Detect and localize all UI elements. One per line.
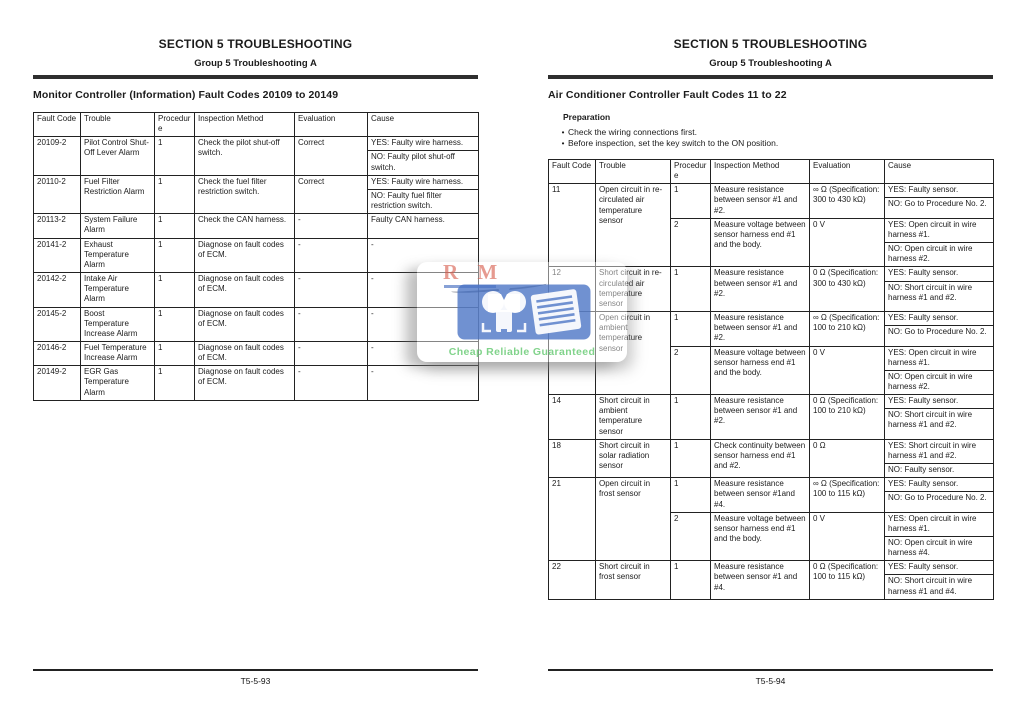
trouble-cell: Exhaust Temperature Alarm [81,238,155,272]
fault-row-20149-2 [34,366,479,400]
inspection-method-cell: Measure resistance between sensor #1 and #2. [711,184,810,218]
inspection-method-cell: Measure resistance between sensor #1 and #4. [711,561,810,599]
cause-text: YES: Faulty sensor. [885,184,993,198]
monitor-fault-table [33,112,479,401]
cause-cell [885,267,994,312]
cause-text: NO: Faulty sensor. [888,465,955,475]
trouble-cell: Short circuit in frost sensor [596,561,671,599]
procedure-cell: 1 [155,238,195,272]
table-body [549,184,994,599]
page-number: T5-5-94 [755,676,786,686]
procedure-cell: 2 [671,218,711,267]
group-header: Group 5 Troubleshooting A [194,58,317,69]
aircon-fault-table [548,159,994,600]
trouble-cell: Fuel Temperature Increase Alarm [81,341,155,365]
evaluation-cell: - [295,366,368,400]
page-title: Air Conditioner Controller Fault Codes 11 to 22 [548,89,787,101]
fault-row-22 [549,561,994,599]
cause-cell [885,439,994,477]
procedure-cell: 1 [155,137,195,175]
procedure-cell: 1 [155,307,195,341]
fault-code-cell: 14 [549,395,596,440]
inspection-method-cell: Diagnose on fault codes of ECM. [195,341,295,365]
group-header: Group 5 Troubleshooting A [709,58,832,69]
fault-code-cell: 21 [549,478,596,561]
column-header: Fault Code [34,113,81,137]
table-header-row [34,113,479,137]
evaluation-cell: 0 Ω (Specification: 100 to 210 kΩ) [810,395,885,440]
evaluation-cell: - [295,238,368,272]
fault-row-20141-2 [34,238,479,272]
inspection-method-cell: Diagnose on fault codes of ECM. [195,307,295,341]
evaluation-cell: - [295,341,368,365]
manual-page-left [33,0,478,722]
inspection-method-cell: Measure voltage between sensor harness end #1 and the body. [711,218,810,267]
fault-row-21 [549,478,994,512]
fault-row-20109-2 [34,137,479,175]
cause-text: YES: Faulty sensor. [885,478,993,492]
procedure-cell: 1 [671,395,711,440]
fault-code-cell: 20113-2 [34,214,81,238]
cause-cell [885,478,994,512]
evaluation-cell: - [295,273,368,307]
cause-text: YES: Faulty sensor. [885,267,993,281]
procedure-cell: 1 [155,341,195,365]
header-double-rule [33,75,478,79]
cause-cell [885,512,994,561]
fault-row-20113-2 [34,214,479,238]
cause-text: NO: Go to Procedure No. 2. [888,327,987,337]
procedure-cell: 1 [671,312,711,346]
cause-text: NO: Faulty fuel filter restriction switch. [371,190,442,211]
cause-cell [885,312,994,346]
fault-row-20110-2 [34,175,479,213]
inspection-method-cell: Diagnose on fault codes of ECM. [195,238,295,272]
procedure-cell: 2 [671,512,711,561]
cause-text: NO: Go to Procedure No. 2. [888,493,987,503]
trouble-cell: Short circuit in re-circulated air temperature sensor [596,267,671,312]
evaluation-cell: 0 Ω [810,439,885,477]
cause-text: YES: Faulty wire harness. [368,137,478,151]
fault-row-14 [549,395,994,440]
procedure-cell: 1 [155,366,195,400]
cause-text: - [371,308,374,318]
footer-rule [548,669,993,671]
trouble-cell: Fuel Filter Restriction Alarm [81,175,155,213]
table-header-row [549,160,994,184]
cause-text: YES: Faulty sensor. [885,561,993,575]
column-header: Cause [885,160,994,184]
cause-text: NO: Short circuit in wire harness #1 and #2. [888,282,973,302]
cause-text: Faulty CAN harness. [371,215,445,225]
trouble-cell: Intake Air Temperature Alarm [81,273,155,307]
cause-text: - [371,367,374,377]
fault-row-20146-2 [34,341,479,365]
cause-cell [885,218,994,267]
wrench-book-logo-icon [457,284,591,340]
column-header: Inspection Method [195,113,295,137]
cause-text: YES: Open circuit in wire harness #1. [885,513,993,537]
evaluation-cell: ∞ Ω (Specification: 100 to 210 kΩ) [810,312,885,346]
procedure-cell: 1 [155,273,195,307]
cause-text: YES: Faulty sensor. [885,312,993,326]
inspection-method-cell: Check the CAN harness. [195,214,295,238]
trouble-cell: Short circuit in ambient temperature sensor [596,395,671,440]
fault-code-cell: 11 [549,184,596,267]
cause-cell [368,214,479,238]
cause-text: NO: Short circuit in wire harness #1 and #4. [888,576,973,596]
cause-text: YES: Open circuit in wire harness #1. [885,219,993,243]
column-header: Procedure [671,160,711,184]
evaluation-cell: Correct [295,137,368,175]
cause-cell [885,395,994,440]
inspection-method-cell: Measure voltage between sensor harness end #1 and the body. [711,512,810,561]
inspection-method-cell: Check continuity between sensor harness end #1 and #2. [711,439,810,477]
evaluation-cell: 0 V [810,346,885,395]
trouble-cell: Short circuit in solar radiation sensor [596,439,671,477]
column-header: Trouble [596,160,671,184]
trouble-cell: Open circuit in ambient temperature sensor [596,312,671,395]
inspection-method-cell: Measure resistance between sensor #1 and #2. [711,267,810,312]
trouble-cell: System Failure Alarm [81,214,155,238]
cause-text: NO: Open circuit in wire harness #4. [888,538,973,558]
column-header: Trouble [81,113,155,137]
evaluation-cell: 0 V [810,512,885,561]
column-header: Inspection Method [711,160,810,184]
procedure-cell: 1 [671,439,711,477]
cause-cell [368,366,479,400]
evaluation-cell: 0 Ω (Specification: 100 to 115 kΩ) [810,561,885,599]
trouble-cell: Pilot Control Shut-Off Lever Alarm [81,137,155,175]
cause-text: YES: Short circuit in wire harness #1 and #2. [885,440,993,464]
fault-code-cell: 20142-2 [34,273,81,307]
procedure-cell: 1 [671,561,711,599]
section-header: SECTION 5 TROUBLESHOOTING [158,37,353,51]
inspection-method-cell: Diagnose on fault codes of ECM. [195,366,295,400]
evaluation-cell: - [295,214,368,238]
procedure-cell: 2 [671,346,711,395]
evaluation-cell: 0 V [810,218,885,267]
trouble-cell: Open circuit in frost sensor [596,478,671,561]
trouble-cell: EGR Gas Temperature Alarm [81,366,155,400]
fault-code-cell: 20141-2 [34,238,81,272]
cause-cell [885,561,994,599]
trouble-cell: Open circuit in re-circulated air temperature sensor [596,184,671,267]
cause-text: NO: Go to Procedure No. 2. [888,199,987,209]
fault-code-cell: 12 [549,267,596,312]
cause-text: NO: Faulty pilot shut-off switch. [371,152,455,172]
watermark-letters: R M [443,260,505,284]
fault-code-cell: 20146-2 [34,341,81,365]
procedure-cell: 1 [671,478,711,512]
fault-row-11 [549,184,994,218]
evaluation-cell: Correct [295,175,368,213]
evaluation-cell: 0 Ω (Specification: 300 to 430 kΩ) [810,267,885,312]
fault-code-cell: 18 [549,439,596,477]
preparation-title: Preparation [563,112,611,122]
inspection-method-cell: Measure voltage between sensor harness end #1 and the body. [711,346,810,395]
table-body [34,137,479,400]
watermark-tagline: Cheap Reliable Guaranteed [448,346,596,358]
fault-row-20142-2 [34,273,479,307]
inspection-method-cell: Check the fuel filter restriction switch. [195,175,295,213]
fault-code-cell: 20110-2 [34,175,81,213]
evaluation-cell: ∞ Ω (Specification: 100 to 115 kΩ) [810,478,885,512]
evaluation-cell: - [295,307,368,341]
evaluation-cell: ∞ Ω (Specification: 300 to 430 kΩ) [810,184,885,218]
page-title: Monitor Controller (Information) Fault Codes 20109 to 20149 [33,89,339,101]
cause-text: NO: Short circuit in wire harness #1 and #2. [888,410,973,430]
procedure-cell: 1 [155,175,195,213]
fault-code-cell: 20109-2 [34,137,81,175]
page-number: T5-5-93 [240,676,271,686]
procedure-cell: 1 [671,267,711,312]
cause-cell [885,346,994,395]
header-double-rule [548,75,993,79]
bullet-icon: • [561,139,565,148]
cause-text: YES: Faulty sensor. [885,395,993,409]
cause-cell [885,184,994,218]
cause-text: - [371,239,374,249]
procedure-cell: 1 [155,214,195,238]
preparation-text: Check the wiring connections first. [568,127,697,137]
watermark [417,262,627,362]
column-header: Cause [368,113,479,137]
footer-rule [33,669,478,671]
cause-cell [368,137,479,175]
bullet-icon: • [561,128,565,137]
fault-row-18 [549,439,994,477]
column-header: Evaluation [810,160,885,184]
preparation-item [558,138,993,149]
inspection-method-cell: Diagnose on fault codes of ECM. [195,273,295,307]
preparation-item [558,127,993,138]
cause-text: NO: Open circuit in wire harness #2. [888,244,973,264]
cause-text: - [371,274,374,284]
column-header: Procedure [155,113,195,137]
fault-code-cell: 20145-2 [34,307,81,341]
procedure-cell: 1 [671,184,711,218]
inspection-method-cell: Measure resistance between sensor #1 and #2. [711,312,810,346]
section-header: SECTION 5 TROUBLESHOOTING [673,37,868,51]
preparation-text: Before inspection, set the key switch to the ON position. [568,138,779,148]
fault-row-20145-2 [34,307,479,341]
cause-text: NO: Open circuit in wire harness #2. [888,371,973,391]
fault-code-cell: 20149-2 [34,366,81,400]
cause-text: YES: Faulty wire harness. [368,176,478,190]
cause-text: - [371,342,374,352]
column-header: Evaluation [295,113,368,137]
fault-code-cell: 22 [549,561,596,599]
cause-cell [368,175,479,213]
inspection-method-cell: Measure resistance between sensor #1and #4. [711,478,810,512]
inspection-method-cell: Check the pilot shut-off switch. [195,137,295,175]
cause-text: YES: Open circuit in wire harness #1. [885,347,993,371]
column-header: Fault Code [549,160,596,184]
trouble-cell: Boost Temperature Increase Alarm [81,307,155,341]
inspection-method-cell: Measure resistance between sensor #1 and #2. [711,395,810,440]
